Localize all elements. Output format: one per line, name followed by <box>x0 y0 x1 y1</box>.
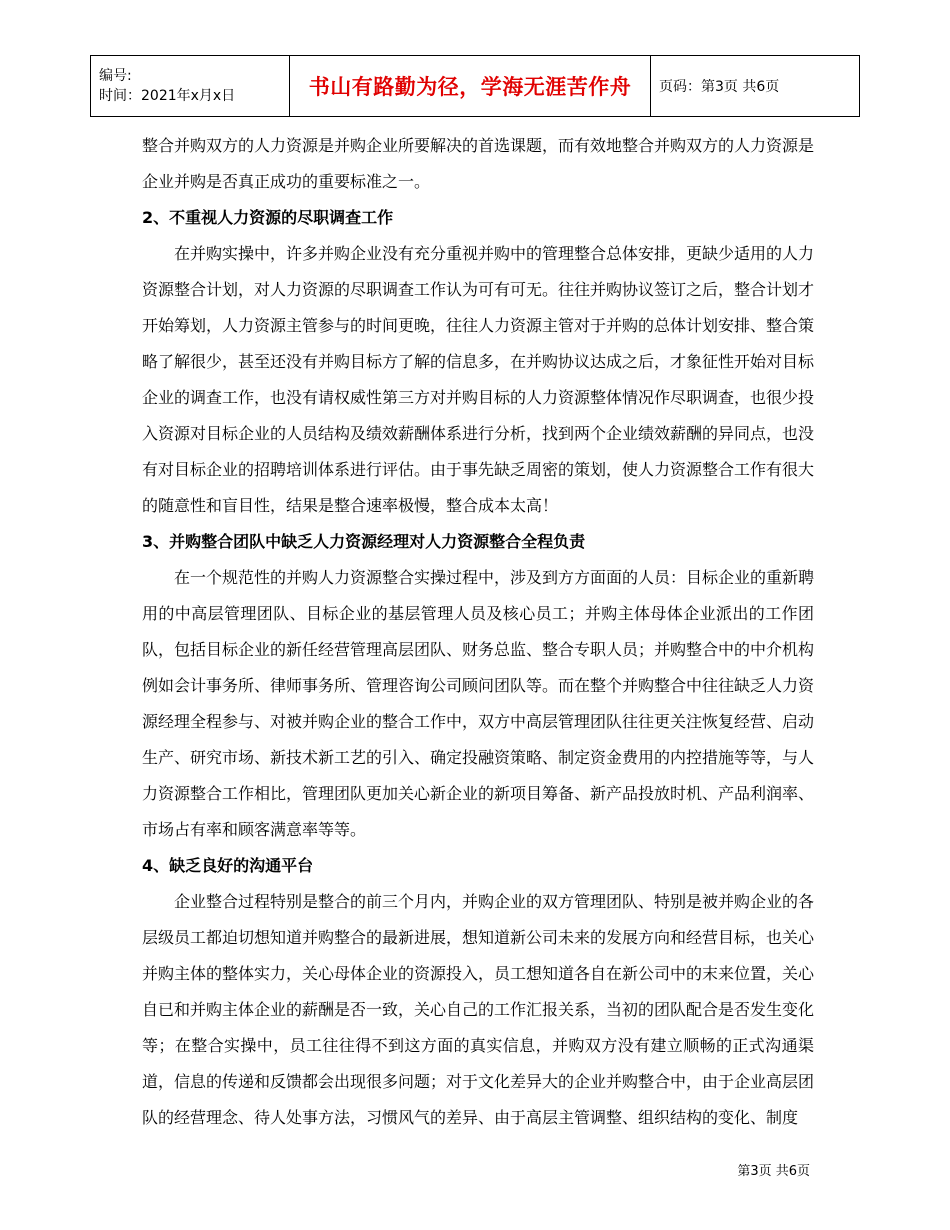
document-body <box>142 128 814 1136</box>
footer-page-number: 第3页 共6页 <box>737 1164 810 1179</box>
header-meta-cell <box>91 56 290 117</box>
section-heading-2: 2、不重视人力资源的尽职调查工作 <box>142 208 394 227</box>
paragraph-4: 企业整合过程特别是整合的前三个月内，并购企业的双方管理团队、特别是被并购企业的各层级员工都迫切想知道并购整合的最新进展，想知道新公司未来的发展方向和经营目标，也关心并购主体的整体实力，关心母体企业的资源投入，员工想知道各自在新公司中的末来位置，关心自已和并购主体企业的薪酬是否一致，关心自己的工作汇报关系，当初的团队配合是否发生变化等；在整合实操中，员工往往得不到这方面的真实信息，并购双方没有建立顺畅的正式沟通渠道，信息的传递和反馈都会出现很多问题；对于文化差异大的企业并购整合中，由于企业高层团队的经营理念、待人处事方法，习惯风气的差异、由于高层主管调整、组织结构的变化、制度 <box>142 892 815 1127</box>
paragraph-3: 在一个规范性的并购人力资源整合实操过程中，涉及到方方面面的人员：目标企业的重新聘用的中高层管理团队、目标企业的基层管理人员及核心员工；并购主体母体企业派出的工作团队，包括目标企业的新任经营管理高层团队、财务总监、整合专职人员；并购整合中的中介机构例如会计事务所、律师事务所、管理咨询公司顾问团队等。而在整个并购整合中往往缺乏人力资源经理全程参与、对被并购企业的整合工作中，双方中高层管理团队往往更关注恢复经营、启动生产、研究市场、新技术新工艺的引入、确定投融资策略、制定资金费用的内控措施等等，与人力资源整合工作相比，管理团队更加关心新企业的新项目筹备、新产品投放时机、产品利润率、市场占有率和顾客满意率等等。 <box>142 568 815 839</box>
header-table <box>90 55 860 117</box>
header-motto: 书山有路勤为径，学海无涯苦作舟 <box>290 56 651 117</box>
paragraph-2: 在并购实操中，许多并购企业没有充分重视并购中的管理整合总体安排，更缺少适用的人力资源整合计划，对人力资源的尽职调查工作认为可有可无。往往并购协议签订之后，整合计划才开始筹划，人力资源主管参与的时间更晚，往往人力资源主管对于并购的总体计划安排、整合策略了解很少，甚至还没有并购目标方了解的信息多，在并购协议达成之后，才象征性开始对目标企业的调查工作，也没有请权威性第三方对并购目标的人力资源整体情况作尽职调查，也很少投入资源对目标企业的人员结构及绩效薪酬体系进行分析，找到两个企业绩效薪酬的异同点，也没有对目标企业的招聘培训体系进行评估。由于事先缺乏周密的策划，使人力资源整合工作有很大的随意性和盲目性，结果是整合速率极慢，整合成本太高！ <box>142 244 815 515</box>
section-heading-3: 3、并购整合团队中缺乏人力资源经理对人力资源整合全程负责 <box>142 532 586 551</box>
paragraph-1: 整合并购双方的人力资源是并购企业所要解决的首选课题，而有效地整合并购双方的人力资源是企业并购是否真正成功的重要标准之一。 <box>142 136 815 191</box>
header-page-label: 页码：第3页 共6页 <box>651 56 860 117</box>
time-label: 时间：2021年x月x日 <box>99 88 236 104</box>
section-heading-4: 4、缺乏良好的沟通平台 <box>142 856 314 875</box>
number-label: 编号: <box>99 68 132 84</box>
